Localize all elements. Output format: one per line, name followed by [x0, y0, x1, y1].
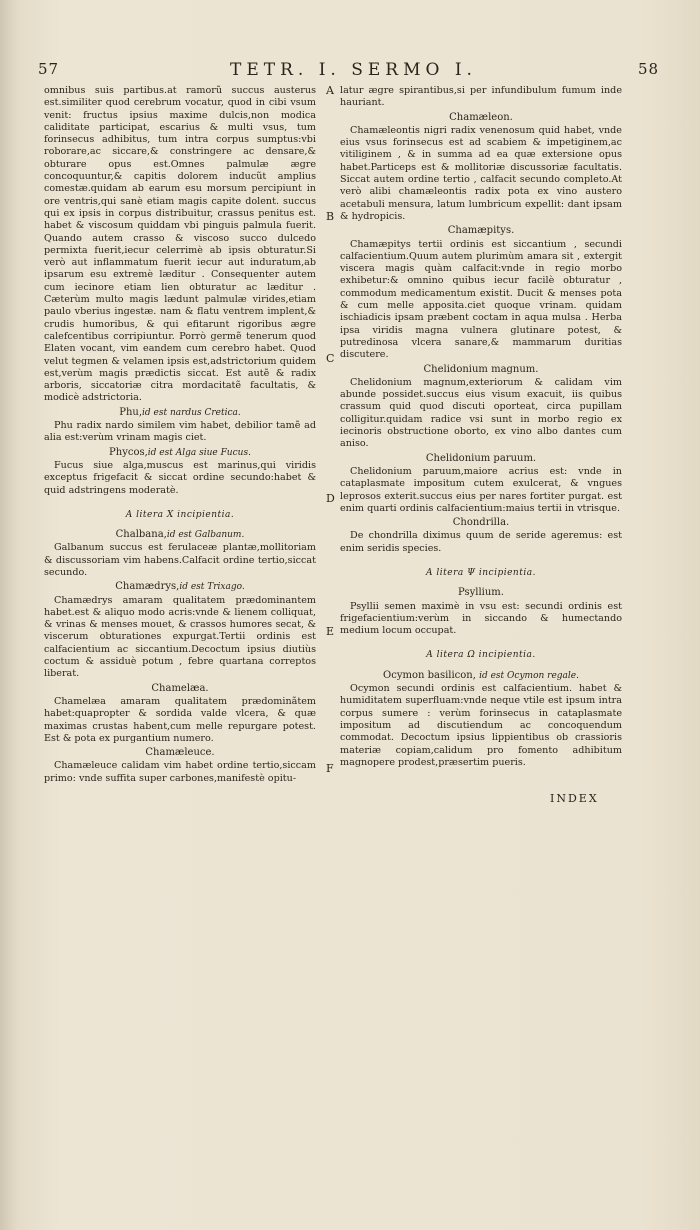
entry-heading: Psyllium.	[458, 587, 504, 599]
left-column	[44, 85, 316, 785]
paragraph: latur ægre spirantibus,si per infundibulum fumum inde hauriant.	[340, 85, 622, 109]
paragraph: Ocymon secundi ordinis est calfacientium. habet & humiditatem superfluam:vnde neque vtile est ipsum intra corpus sumere : verùm forinsecus in cataplasmate impositum ad discutiendum ac concoquendum commodat. Decoctum ipsius lippientibus ob crassioris materiæ copiam,calidum pro fomento adhibitum magnopere prodest,præsertim pueris.	[340, 683, 622, 768]
margin-letter-b: B	[326, 210, 335, 223]
right-column	[340, 85, 622, 769]
paragraph: Chamæleontis nigri radix venenosum quid habet, vnde eius vsus forinsecus est ad scabiem & impetiginem,ac vitiliginem , & in summa ad ea quæ extersione opus habet.Particeps est & mollitoriæ discussoriæ facultatis. Siccat autem ordine tertio , calfacit secundo completo.At verò alibi chamæleontis radix pota ex vino austero acetabuli mensura, latum lumbricum expellit: dant ipsam & hydropicis.	[340, 124, 622, 222]
left-page-number: 57	[38, 60, 60, 78]
section-heading: A litera Ω incipientia.	[426, 650, 536, 661]
entry-heading: Chelidonium magnum.	[423, 363, 539, 375]
paragraph: De chondrilla diximus quum de seride ageremus: est enim seridis species.	[340, 530, 622, 554]
entry-heading: Chamelæa.	[151, 682, 209, 694]
entry-heading: Chalbana,id est Galbanum.	[115, 529, 245, 541]
running-title: TETR. I. SERMO I.	[230, 60, 477, 80]
entry-heading: Chamæleon.	[449, 111, 513, 123]
entry-heading: Chamæleuce.	[145, 747, 215, 759]
paragraph: Chamelæa amaram qualitatem prædominãtem habet:quapropter & sordida valde vlcera, & quæ maximas crustas habent,cum melle repurgare potest. Est & pota ex purgantium numero.	[44, 695, 316, 744]
entry-heading: Phycos,id est Alga siue Fucus.	[109, 446, 251, 458]
entry-heading: Chelidonium paruum.	[425, 452, 537, 464]
entry-heading: Phu,id est nardus Cretica.	[119, 406, 241, 418]
paragraph: Fucus siue alga,muscus est marinus,qui viridis exceptus frigefacit & siccat ordine secundo:habet & quid adstringens moderatè.	[44, 459, 316, 496]
entry-heading: Ocymon basilicon, id est Ocymon regale.	[383, 669, 579, 681]
section-heading: A litera X incipientia.	[125, 509, 235, 520]
margin-letter-d: D	[326, 492, 335, 505]
paragraph: Phu radix nardo similem vim habet, debilior tamẽ ad alia est:verùm vrinam magis ciet.	[44, 420, 316, 444]
margin-letter-a: A	[326, 84, 334, 97]
paragraph: Chelidonium paruum,maiore acrius est: vnde in cataplasmate impositum cutem exulcerat, & vngues leprosos exterit.succus eius per nares fortiter purgat. est enim quarti ordinis calfacientium:maius tertii in vtrisque.	[340, 465, 622, 514]
margin-letter-f: F	[326, 762, 334, 775]
catchword: INDEX	[550, 792, 599, 805]
right-page-number: 58	[638, 60, 660, 78]
paragraph: Chamæleuce calidam vim habet ordine tertio,siccam primo: vnde suffita super carbones,manifestè opitu-	[44, 760, 316, 784]
margin-letter-e: E	[326, 625, 335, 638]
entry-heading: Chondrilla.	[452, 517, 510, 529]
paragraph: Galbanum succus est ferulaceæ plantæ,mollitoriam & discussoriam vim habens.Calfacit ordine tertio,siccat secundo.	[44, 542, 316, 578]
paragraph: Chamædrys amaram qualitatem prædominantem habet.est & aliquo modo acris:vnde & lienem colliquat, & vrinas & menses mouet, & crassos humores secat, & viscerum obturationes expurgat.Tertii ordinis est calfacientium ac siccantium.Decoctum ipsius diutiùs coctum & assiduè potum , febre quartana correptos liberat.	[44, 594, 316, 680]
paragraph: Chelidonium magnum,exteriorum & calidam vim abunde possidet.succus eius visum exacuit, iis quibus crassum quid quod discuti oporteat, circa pupillam colligitur.quidam radice vsi sunt in morbo regio ex iecinoris obstructione oborto, ex vino albo dantes cum aniso.	[340, 376, 622, 450]
entry-heading: Chamæpitys.	[447, 225, 515, 237]
paragraph: Chamæpitys tertii ordinis est siccantium , secundi calfacientium.Quum autem plurimùm amara sit , extergit viscera magis quàm calfacit:vnde in regio morbo exhibetur:& omnino quibus iecur facilè obturatur , commodum medicamentum existit. Ducit & menses pota & cum melle apposita.ciet quoque vrinam. quidam ischiadicis ipsam præbent coctam in aqua mulsa . Herba ipsa viridis magna vulnera glutinare potest, & putredinosa vlcera sanare,& mammarum duritias discutere.	[340, 238, 622, 361]
entry-heading: Chamædrys,id est Trixago.	[115, 581, 245, 593]
paragraph: omnibus suis partibus.at ramorũ succus austerus est.similiter quod cerebrum vocatur, quod in cibi vsum venit: fructus ipsius maxime dulcis,non modica caliditate participat, escarius & multi vsus, tum forinsecus adhibitus, tum intra corpus sumptus:vbi roborare,ac siccare,& constringere ac densare,& obturare opus est.Omnes palmulæ ægre concoquuntur,& capitis dolorem inducũt amplius comestæ.quidam ab earum esu morsum percipiunt in ore ventris,qui sanè etiam magis capite dolent. succus qui ex ipsis in corpus distribuitur, crassus penitus est. habet & viscosum quiddam vbi pinguis palmula fuerit. Quando autem crasso & viscoso succo dulcedo permixta fuerit,iecur celerrimè ab ipsis obturatur.Si verò aut inflammatum fuerit iecur aut induratum,ab ipsarum esu extremè læditur . Consequenter autem cum iecinore etiam lien obturatur ac læditur . Cæterùm multo magis lædunt palmulæ virides,etiam paulo vberius ingestæ. nam & flatu ventrem implent,& crudis humoribus, & qui efitarunt rigoribus ægre calefcentibus corripiuntur. Porrò germẽ tenerum quod Elaten vocant, vim eandem cum cerebro habet. Quod velut tegmen & velamen ipsis est,adstrictorium quidem est,verùm magis prædictis siccat. Est autẽ & radix arboris, siccatoriæ citra mordacitatẽ facultatis, & modicè adstrictoria.	[44, 85, 316, 404]
margin-letter-c: C	[326, 352, 335, 365]
section-heading: A litera Ψ incipientia.	[426, 567, 536, 578]
paragraph: Psyllii semen maximè in vsu est: secundi ordinis est frigefacientium:verùm in siccando & humectando medium locum occupat.	[340, 600, 622, 637]
